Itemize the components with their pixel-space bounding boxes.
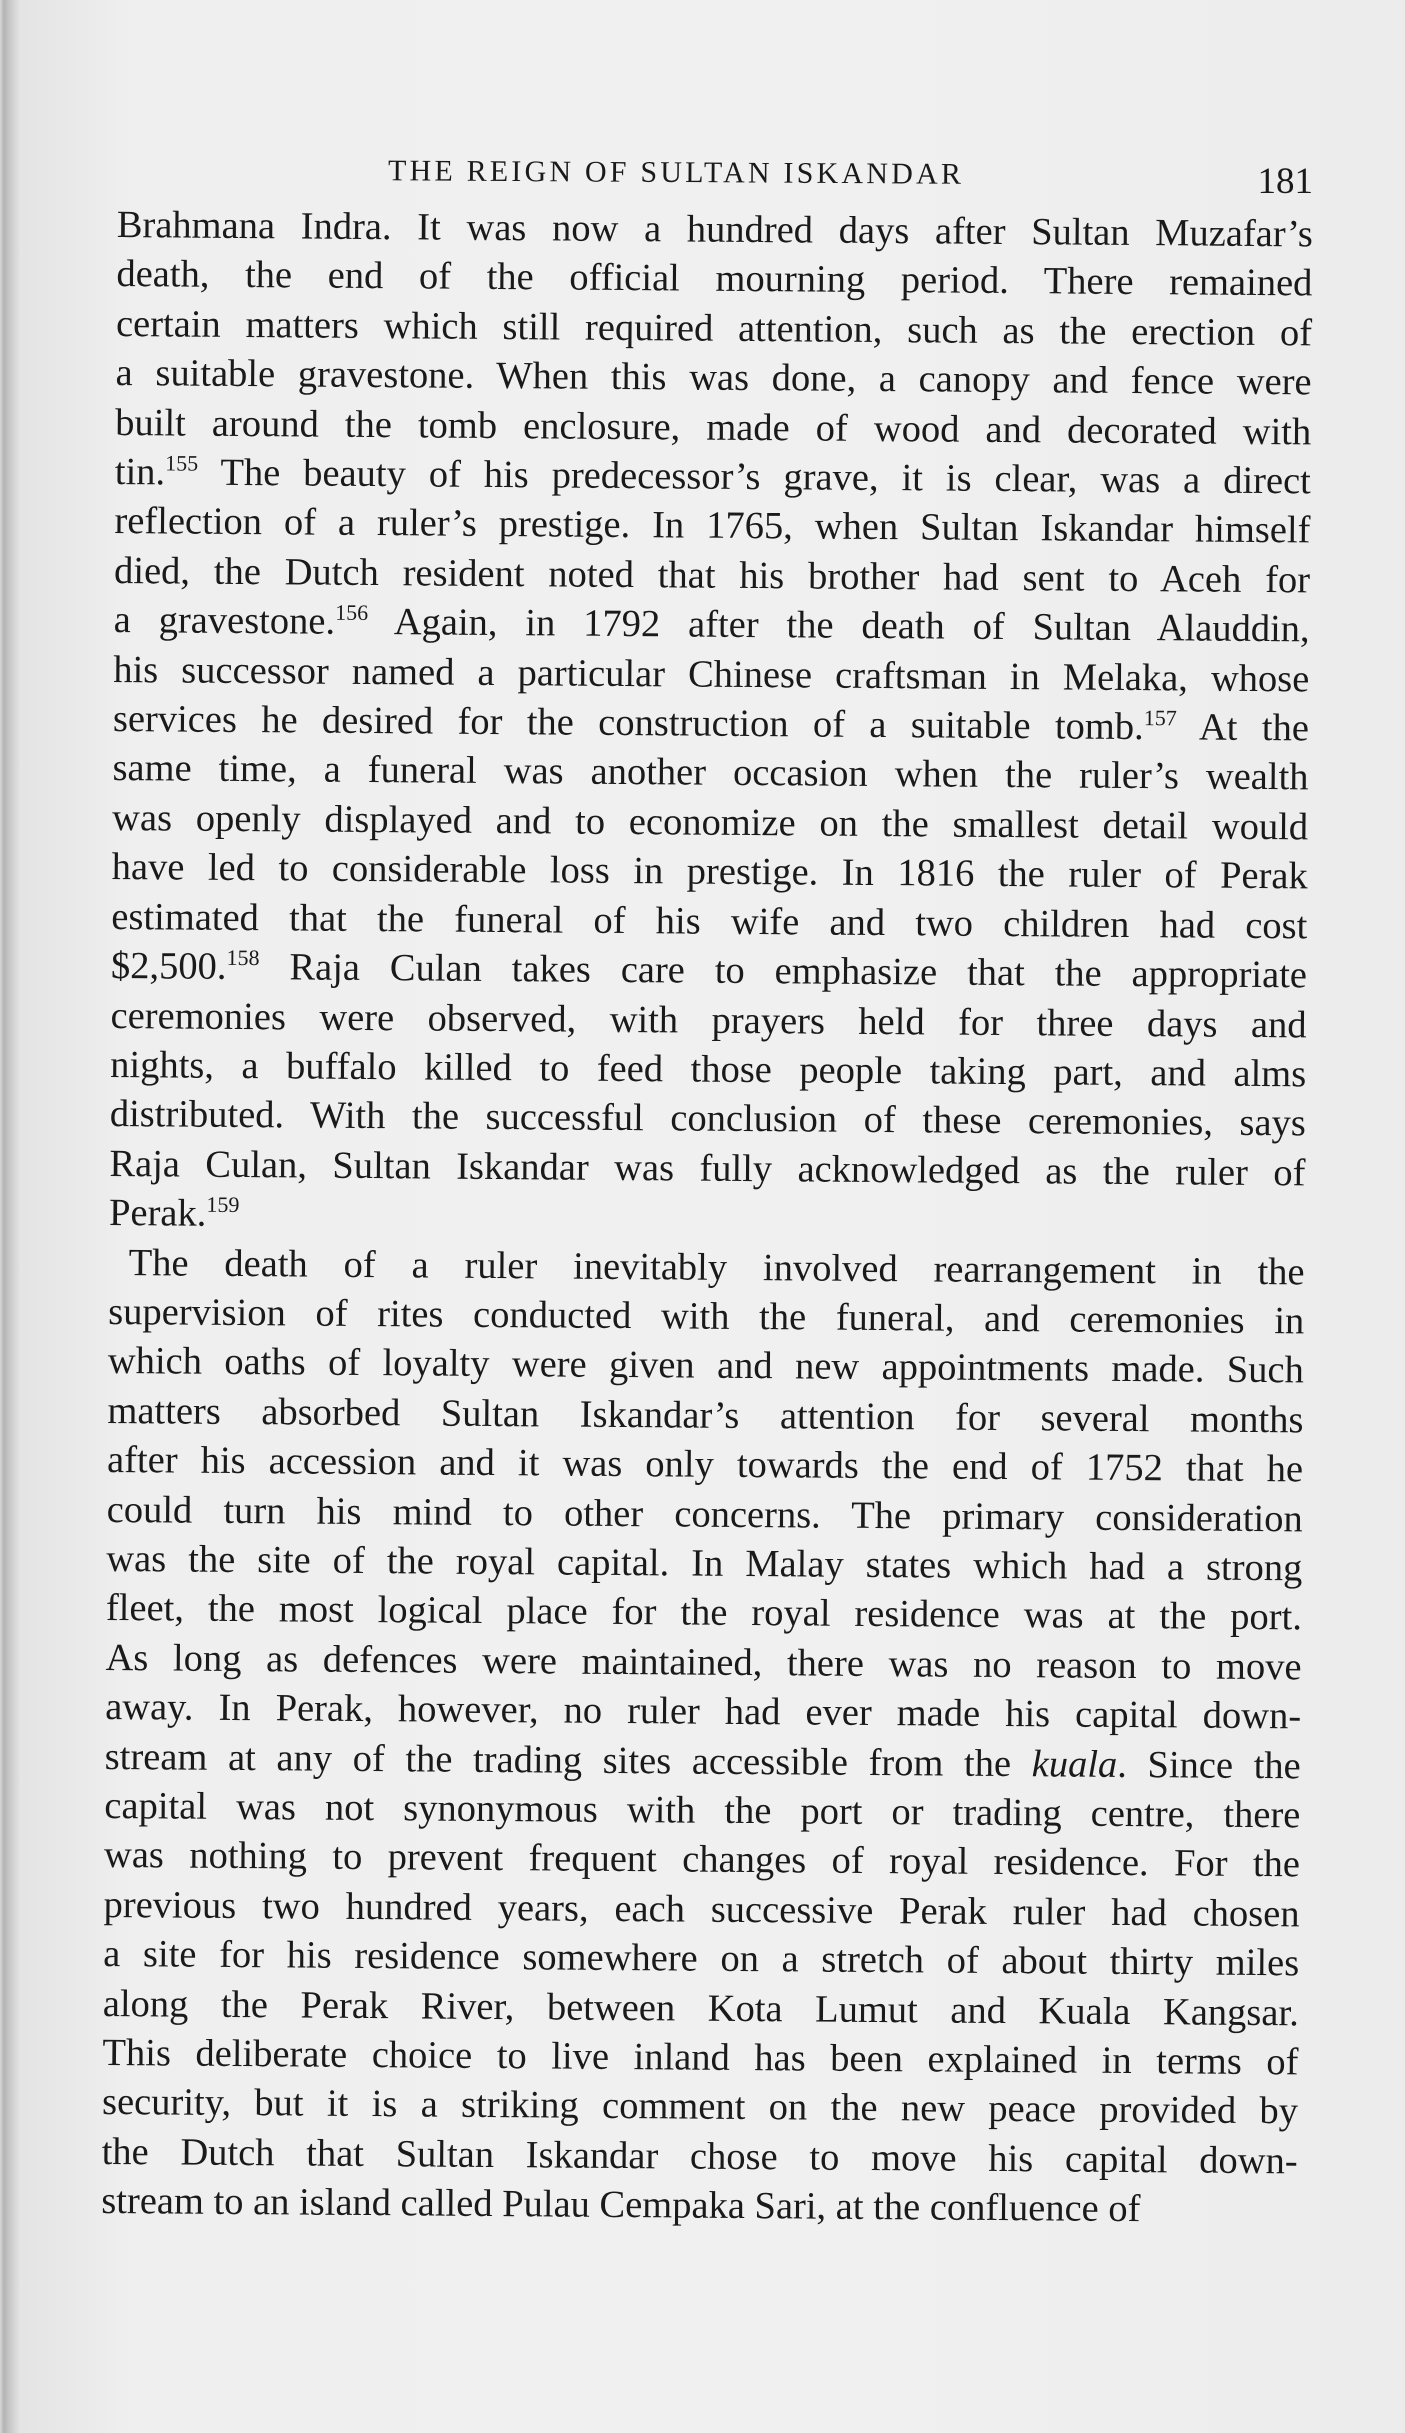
text-segment: At the — [1176, 706, 1310, 750]
text-segment: away. In Perak, however, no ruler had ever made his capital down- — [105, 1686, 1302, 1738]
text-segment: could turn his mind to other concerns. The primary consideration — [106, 1488, 1303, 1540]
text-segment: . Since the — [1117, 1743, 1301, 1787]
text-segment: Perak. — [108, 1192, 207, 1235]
running-head — [118, 150, 1313, 200]
text-segment: services he desired for the construction of a suitable tomb. — [112, 698, 1144, 749]
paragraph — [109, 201, 1313, 1248]
text-line — [103, 1930, 1299, 1989]
body-text — [101, 201, 1313, 2236]
text-segment: Again, in 1792 after the death of Sultan Alauddin, — [367, 601, 1310, 651]
text-segment: along the Perak River, between Kota Lumut and Kuala Kangsar. — [102, 1982, 1299, 2034]
text-segment: a site for his residence somewhere on a stretch of about thirty miles — [103, 1933, 1300, 1985]
text-segment: This deliberate choice to live inland has been explained in terms of — [102, 2031, 1299, 2084]
text-line — [108, 1337, 1304, 1396]
page-gutter-edge — [0, 0, 22, 2433]
text-segment: a gravestone. — [113, 599, 336, 643]
text-segment: stream to an island called Pulau Cempaka Sari, at the confluence of — [101, 2180, 1141, 2231]
text-segment: death, the end of the official mourning period. There remained — [116, 253, 1313, 305]
text-line — [109, 1140, 1305, 1199]
text-segment: built around the tomb enclosure, made of wood and decorated with — [115, 401, 1312, 454]
text-line — [107, 1436, 1303, 1495]
text-segment: As long as defences were maintained, there was no reason to move — [105, 1636, 1302, 1689]
text-segment: stream at any of the trading sites accessible from the — [104, 1735, 1032, 1785]
text-segment: was the site of the royal capital. In Malay states which had a strong — [106, 1537, 1303, 1590]
text-line — [106, 1584, 1302, 1643]
paragraph — [101, 1238, 1305, 2235]
text-segment: which oaths of loyalty were given and new appointments made. Such — [107, 1340, 1305, 1392]
text-segment: ceremonies were observed, with prayers held for three days and — [110, 994, 1307, 1046]
text-segment: supervision of rites conducted with the funeral, and ceremonies in — [108, 1290, 1305, 1343]
text-segment: have led to considerable loss in prestige. In 1816 the ruler of Perak — [111, 846, 1308, 898]
text-line — [116, 250, 1312, 309]
footnote-reference: 158 — [226, 944, 260, 971]
text-segment: estimated that the funeral of his wife and two children had cost — [111, 895, 1308, 948]
footnote-reference: 159 — [206, 1191, 240, 1218]
text-segment: previous two hundred years, each successive Perak ruler had chosen — [103, 1883, 1300, 1936]
text-segment: distributed. With the successful conclusion of these ceremonies, says — [109, 1093, 1306, 1145]
text-segment: The beauty of his predecessor’s grave, it is clear, was a direct — [197, 451, 1311, 503]
text-segment: was nothing to prevent frequent changes of royal residence. For the — [103, 1834, 1301, 1886]
text-line — [111, 942, 1307, 1001]
text-line — [104, 1831, 1300, 1890]
footnote-reference: 155 — [165, 450, 199, 476]
text-segment: after his accession and it was only towards the end of 1752 that he — [106, 1439, 1304, 1491]
text-segment: was openly displayed and to economize on the smallest detail would — [111, 796, 1309, 849]
text-line — [114, 596, 1310, 655]
footnote-reference: 156 — [335, 599, 369, 626]
text-segment: certain matters which still required attention, such as the erection of — [115, 302, 1313, 355]
text-segment: reflection of a ruler’s prestige. In 1765, when Sultan Iskandar himself — [114, 500, 1311, 552]
page-number: 181 — [1257, 161, 1313, 202]
text-segment: a suitable gravestone. When this was done, a canopy and fence were — [115, 352, 1312, 404]
footnote-reference: 157 — [1143, 705, 1177, 731]
text-segment: his successor named a particular Chinese craftsman in Melaka, whose — [113, 648, 1310, 701]
text-segment: Raja Culan takes care to emphasize that the appropriate — [259, 946, 1308, 997]
text-segment: same time, a funeral was another occasion when the ruler’s wealth — [112, 747, 1309, 799]
text-segment: $2,500. — [110, 945, 227, 988]
text-segment: the Dutch that Sultan Iskandar chose to move his capital down- — [101, 2130, 1298, 2183]
text-segment: fleet, the most logical place for the royal residence was at the port. — [105, 1587, 1303, 1639]
text-segment: nights, a buffalo killed to feed those people taking part, and alms — [110, 1043, 1307, 1096]
text-segment: Brahmana Indra. It was now a hundred days after Sultan Muzafar’s — [116, 203, 1313, 256]
text-segment: Raja Culan, Sultan Iskandar was fully acknowledged as the ruler of — [109, 1142, 1306, 1195]
text-segment: matters absorbed Sultan Iskandar’s attention for several months — [107, 1389, 1304, 1442]
text-line — [110, 1090, 1306, 1149]
text-line — [101, 2177, 1297, 2236]
text-line — [105, 1683, 1301, 1742]
text-line — [112, 843, 1308, 902]
text-segment: The death of a ruler inevitably involved rearrangement in the — [128, 1241, 1305, 1293]
text-segment: tin. — [114, 451, 166, 494]
text-segment: security, but it is a striking comment on the new peace provided by — [101, 2081, 1299, 2133]
italic-term: kuala — [1031, 1742, 1118, 1786]
text-segment: died, the Dutch resident noted that his brother had sent to Aceh for — [113, 549, 1311, 602]
running-head-title: THE REIGN OF SULTAN ISKANDAR — [387, 154, 965, 191]
text-segment: capital was not synonymous with the port or trading centre, there — [104, 1784, 1301, 1837]
text-line — [115, 349, 1311, 408]
